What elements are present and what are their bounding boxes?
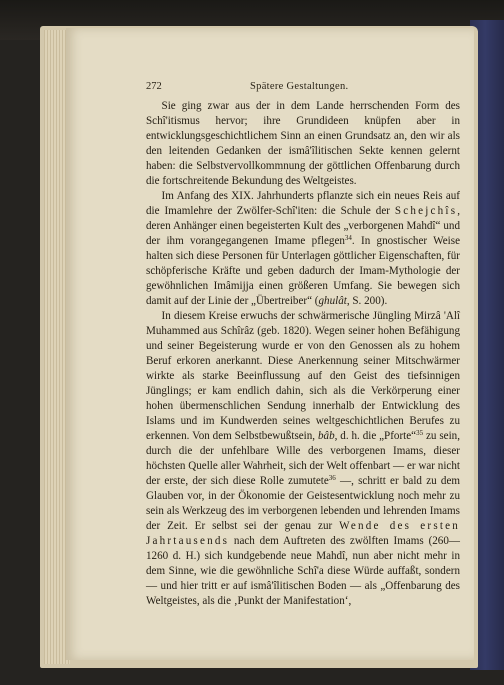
text-run: Im Anfang des XIX. Jahrhunderts pflanzte sich ein neues Reis auf die Imamlehre der Zwölfer-Schî'iten: die Schule der xyxy=(146,190,460,217)
text-run: , deren Anhänger einen begeisterten Kult des „verborgenen Mahdî“ und der ihm vorangegangenen Imame pflegen xyxy=(146,205,460,247)
text-run: , d. h. die „Pforte“ xyxy=(334,430,417,442)
body-text xyxy=(146,99,460,609)
footnote-ref: 34 xyxy=(344,234,352,242)
text-run: , S. 200). xyxy=(346,295,388,307)
paragraph xyxy=(146,99,460,189)
footnote-ref: 35 xyxy=(416,429,424,437)
italic-term: bâb xyxy=(317,430,335,442)
text-run: . In gnostischer Weise halten sich diese Personen für Unterlagen göttlicher Eigenschaften, für schöpferische Kräfte und geben dadurch der Imam-Mythologie der gewöhnlichen Imâmijja einen größeren Umfang. Sie bewegen sich damit auf der Linie der „Übertreiber“ ( xyxy=(146,235,460,307)
page-number: 272 xyxy=(146,81,162,92)
spaced-emphasis: Wende des ersten Jahrtausends xyxy=(146,520,460,547)
paragraph xyxy=(146,309,460,609)
text-run: —, schritt er bald zu dem Glauben vor, in der Ökonomie der Geistesentwicklung noch mehr zu sein als Werkzeug des im verborgenen lebenden und lehrenden Imams der Zeit. Er selbst sei der genau zur xyxy=(146,475,461,532)
text-run: zu sein, durch die der unfehlbare Wille des verborgenen Imams, dieser höchsten Quelle aller Wahrheit, sich der Welt offenbart — er war nicht der erste, der sich diese Rolle zumutete xyxy=(146,430,460,487)
text-run: In diesem Kreise erwuchs der schwärmerische Jüngling Mirzâ 'Alî Muhammed aus Schîrâz (geb. 1820). Wegen seiner hohen Befähigung und seiner Begeisterung wurde er von den Genossen als zu hohem Beruf erkoren anerkannt. Diese Anerkennung seiner Mitschwärmer wirkte als starke Beeinflussung auf den Geist des tiefsinnigen Jünglings; er kam endlich dahin, sich als die Verkörperung einer hohen übermenschlichen Sendung innerhalb der Entwicklung des Islams und im Kundwerden seines weltgeschichtlichen Berufes zu erkennen. Von dem Selbstbewußtsein, xyxy=(146,310,460,442)
text-run: Sie ging zwar aus der in dem Lande herrschenden Form des Schî'itismus hervor; ihre Grundideen knüpfen aber in entwicklungsgeschichtlichem Sinn an einen Grundsatz an, den wir als den leitenden Gedanken der ismâ'îlitischen Sekte kennen gelernt haben: die Selbstvervollkommnung der göttlichen Offenbarung durch die fortschreitende Bekundung des Weltgeistes. xyxy=(146,100,460,187)
text-run: nach dem Auftreten des zwölften Imams (260—1260 d. H.) sich kundgebende neue Mahdî, nun aber nicht mehr in dem Sinne, wie die gewöhnliche Schî'a diese Würde auffaßt, sondern — und hier tritt er auf ismâ'îlitischen Boden — als „Offenbarung des Weltgeistes, als die ‚Punkt der Manifestation‘, xyxy=(146,535,460,607)
footnote-ref: 36 xyxy=(328,474,336,482)
spaced-emphasis: Schejchîs xyxy=(394,205,458,217)
italic-term: ghulât xyxy=(318,295,347,307)
paragraph xyxy=(146,189,460,309)
page-header xyxy=(146,81,460,95)
running-title: Spätere Gestaltungen. xyxy=(250,81,349,92)
